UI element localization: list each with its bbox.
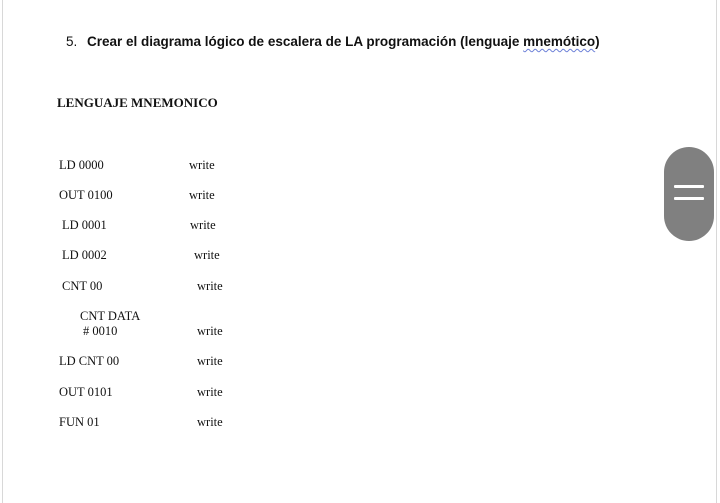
instruction-cmd: CNT 00 [62,279,103,293]
instruction-action: write [197,354,223,368]
question-number: 5. [66,34,78,49]
question-text-end: ) [595,34,600,49]
instruction-action: write [189,158,215,172]
page-border-right [716,0,717,503]
question-text [87,34,600,49]
instruction-action: write [197,279,223,293]
instruction-action: write [194,248,220,262]
instruction-cmd-value: # 0010 [83,324,118,338]
instruction-cmd: LD 0002 [62,248,107,262]
instruction-cmd: OUT 0100 [59,188,113,202]
drag-handle-button[interactable] [664,147,714,241]
instruction-cmd: LD 0000 [59,158,104,172]
instruction-cmd: CNT DATA [80,309,141,323]
instruction-action: write [189,188,215,202]
instruction-action: write [197,385,223,399]
instruction-cmd: FUN 01 [59,415,100,429]
question-text-main: Crear el diagrama lógico de escalera de LA programación (lenguaje [87,34,524,49]
instruction-cmd: OUT 0101 [59,385,113,399]
instruction-action: write [190,218,216,232]
instruction-cmd: LD CNT 00 [59,354,120,368]
instruction-cmd: LD 0001 [62,218,107,232]
page-border-left [2,0,3,503]
spellcheck-flagged-word[interactable]: mnemótico [523,34,596,49]
instruction-action: write [197,324,223,338]
instruction-action: write [197,415,223,429]
section-heading: LENGUAJE MNEMONICO [57,95,218,110]
